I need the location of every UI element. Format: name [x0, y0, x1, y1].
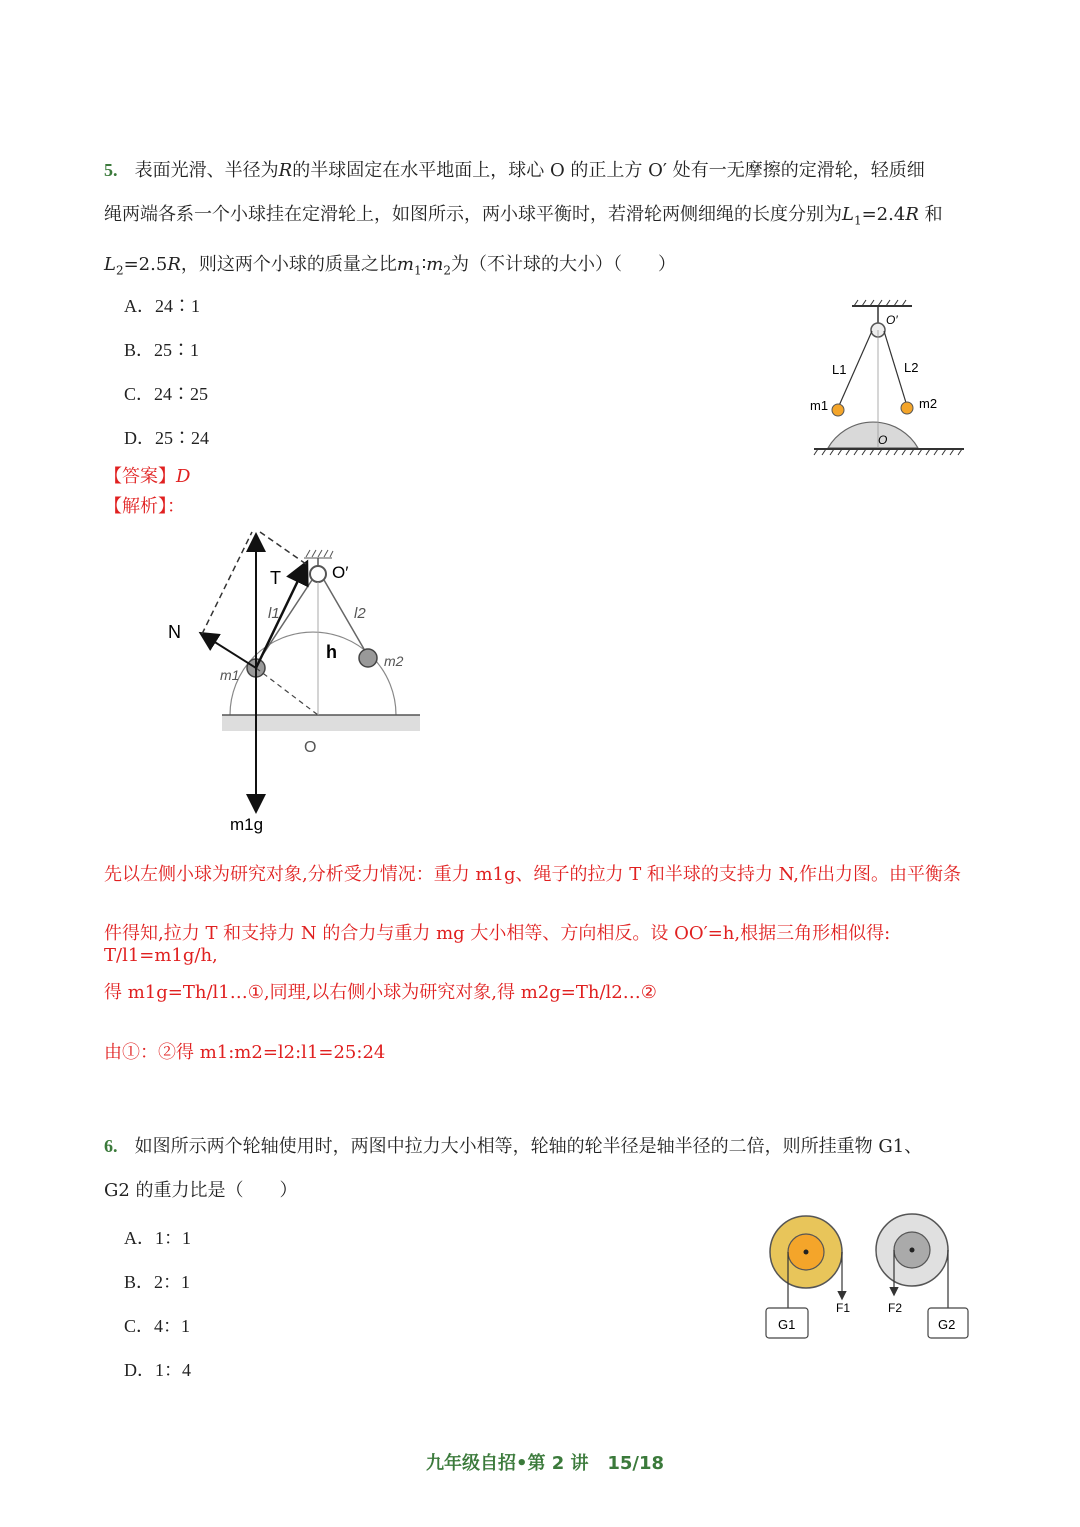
ball-m2 [359, 649, 377, 667]
q6-option-b[interactable]: B．2：1 [124, 1272, 191, 1292]
arrow-normal [202, 634, 256, 668]
q6-option-a[interactable]: A．1：1 [124, 1228, 191, 1248]
label-l1: l1 [268, 605, 280, 622]
q6-text: 如图所示两个轮轴使用时，两图中拉力大小相等，轮轴的轮半径是轴半径的二倍，则所挂重物 G1、 [134, 1136, 923, 1157]
center-dot-left [804, 1250, 809, 1255]
q5-text: 表面光滑、半径为 [134, 160, 279, 181]
q5-var: L [842, 204, 854, 225]
answer-value: D [176, 466, 191, 487]
label-m2: m2 [919, 396, 938, 411]
q5-text: ，则这两个小球的质量之比 [180, 253, 397, 275]
q6-option-d[interactable]: D．1：4 [124, 1360, 191, 1380]
q5-text: =2.5 [123, 253, 168, 275]
q5-option-c[interactable]: C．24∶25 [124, 384, 209, 404]
ceiling-hatch [304, 550, 333, 558]
label-o-prime: O′ [332, 563, 349, 582]
footer-title: 九年级自招•第 2 讲 [426, 1453, 589, 1474]
q5-var: R [905, 204, 919, 225]
arrow-tension [256, 564, 306, 668]
ground-block [222, 715, 420, 731]
q5-option-a[interactable]: A．24∶1 [124, 296, 200, 316]
q5-text: =2.4 [861, 204, 906, 225]
label-m1g: m1g [230, 815, 264, 834]
pulley-icon [310, 566, 326, 582]
label-l2: l2 [354, 605, 366, 622]
ball-m2 [901, 402, 913, 414]
q5-option-b[interactable]: B．25∶1 [124, 340, 200, 360]
q5-var: m [396, 253, 414, 275]
ball-m1 [832, 404, 844, 416]
label-g1: G1 [778, 1317, 796, 1332]
hemisphere [828, 422, 918, 448]
q6-stem [104, 1124, 984, 1213]
q5-text: 的半球固定在水平地面上，球心 O 的正上方 O′ 处有一无摩擦的定滑轮，轻质细 [292, 160, 925, 181]
label-n: N [168, 622, 181, 642]
label-m1: m1 [810, 398, 829, 413]
q5-sub: 2 [115, 263, 124, 278]
q5-figure [810, 298, 970, 458]
solution-line-4: 由①：②得 m1:m2=l2:l1=25:24 [104, 1042, 386, 1063]
q5-sub: 1 [853, 213, 862, 228]
q5-text: 为（不计球的大小）（ ） [451, 253, 676, 275]
label-o: O [878, 433, 888, 447]
footer [426, 1449, 664, 1475]
q5-text: 绳两端各系一个小球挂在定滑轮上，如图所示，两小球平衡时，若滑轮两侧细绳的长度分别为 [104, 204, 842, 225]
page-number: 15/18 [607, 1453, 665, 1474]
parallelogram-left [202, 532, 252, 634]
label-o-prime: O′ [886, 313, 898, 327]
label-h: h [326, 642, 337, 662]
label-l1: L1 [832, 362, 847, 377]
label-l2: L2 [904, 360, 919, 375]
radius-dashed [256, 668, 318, 715]
q5-var: R [278, 160, 293, 181]
solution-line-2: 件得知,拉力 T 和支持力 N 的合力与重力 mg 大小相等、方向相反。设 OO′=h,根据三角形相似得: T/l1=m1g/h, [104, 923, 891, 966]
q5-var: m [426, 253, 444, 275]
q6-text: G2 的重力比是（ ） [104, 1180, 298, 1201]
label-t: T [270, 568, 281, 588]
q5-sub: 2 [443, 263, 451, 278]
q6-figure [760, 1208, 980, 1348]
solution-line-3: 得 m1g=Th/l1…①,同理,以右侧小球为研究对象,得 m2g=Th/l2…② [104, 982, 657, 1003]
q6-option-c[interactable]: C．4：1 [124, 1316, 191, 1336]
label-g2: G2 [938, 1317, 956, 1332]
q5-number: 5. [104, 160, 118, 180]
force-diagram [160, 520, 430, 840]
q5-option-d[interactable]: D．25∶24 [124, 428, 209, 448]
q5-analysis-tag: 【解析】： [104, 496, 185, 517]
q5-var: L [104, 253, 116, 275]
q5-var: R [167, 253, 181, 275]
center-dot-right [910, 1248, 915, 1253]
solution-line-1: 先以左侧小球为研究对象,分析受力情况：重力 m1g、绳子的拉力 T 和半球的支持力 N,作出力图。由平衡条 [104, 864, 961, 885]
q5-text: 和 [918, 204, 943, 225]
label-f1: F1 [836, 1301, 851, 1315]
q6-number: 6. [104, 1136, 118, 1156]
q5-answer [104, 462, 190, 488]
parallelogram-top [260, 532, 306, 564]
label-o: O [304, 739, 317, 756]
q5-text: ∶ [421, 253, 427, 275]
label-m2: m2 [384, 653, 404, 669]
q5-sub: 1 [413, 263, 422, 278]
answer-tag: 【答案】 [104, 466, 176, 487]
label-f2: F2 [888, 1301, 903, 1315]
label-m1: m1 [220, 667, 240, 683]
q5-stem [104, 148, 984, 292]
